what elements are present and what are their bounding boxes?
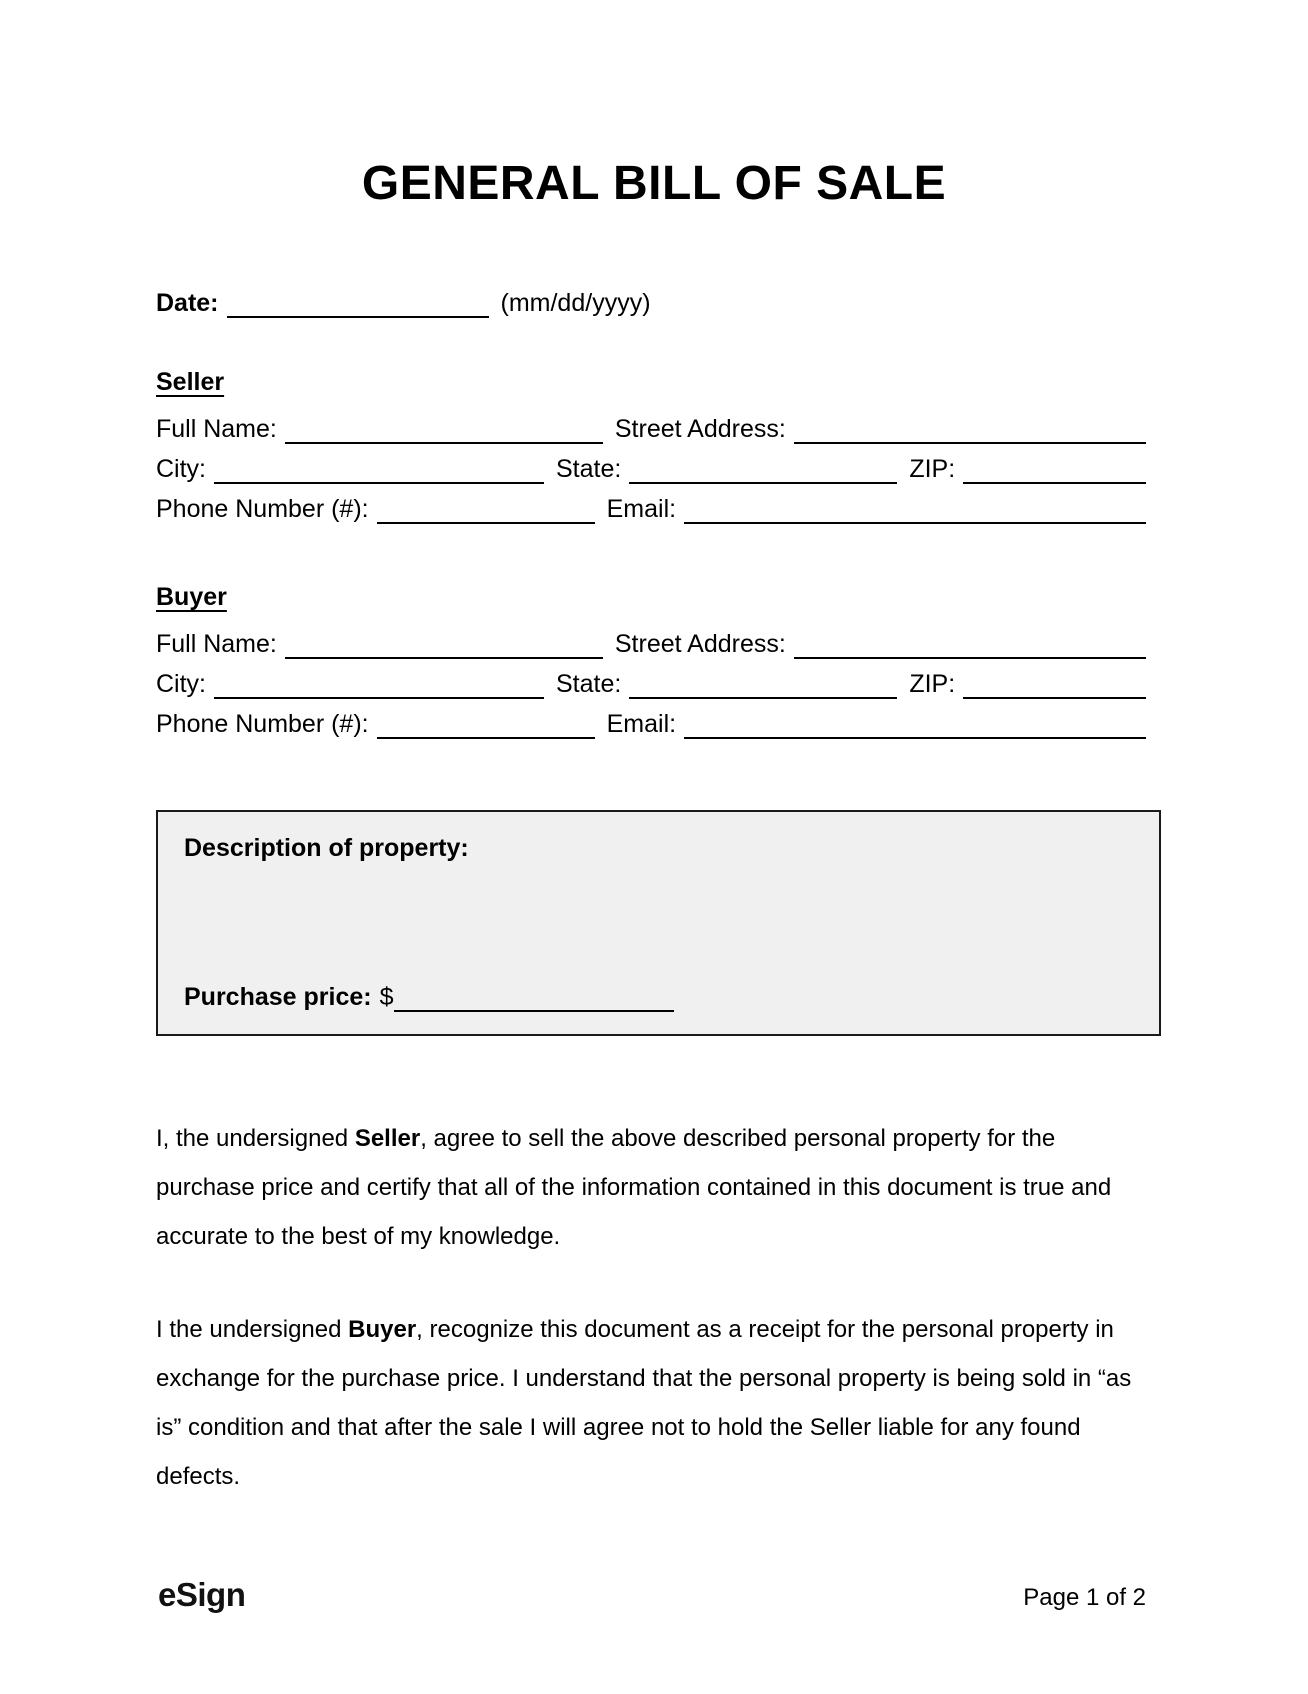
seller-state-label: State: [556,455,622,483]
buyer-state-label: State: [556,670,622,698]
seller-section-heading: Seller [156,368,225,396]
buyer-phone-line[interactable] [377,709,595,739]
seller-street-address-label: Street Address: [614,415,786,443]
seller-email-line[interactable] [684,494,1146,524]
buyer-city-line[interactable] [214,669,544,699]
date-label: Date: [156,289,219,317]
property-description-area[interactable] [184,872,1133,964]
buyer-city-label: City: [156,670,206,698]
currency-symbol: $ [379,983,394,1011]
page-indicator: Page 1 of 2 [1023,1584,1146,1611]
seller-phone-email-row [156,494,1146,524]
seller-phone-label: Phone Number (#): [156,495,369,523]
buyer-declaration-prefix: I the undersigned [156,1316,349,1343]
property-description-label: Description of property: [184,834,469,862]
seller-city-line[interactable] [214,454,544,484]
property-description-box [156,810,1161,1036]
seller-zip-line[interactable] [963,454,1146,484]
buyer-declaration-suffix: , recognize this document as a receipt for the personal property in exchange for the purchase price. I understand that the personal property is being sold in “as is” condition and that after the sale I will agree not to hold the Seller liable for any found defects. [156,1316,1132,1490]
seller-state-line[interactable] [629,454,897,484]
seller-city-label: City: [156,455,206,483]
buyer-email-line[interactable] [684,709,1146,739]
seller-declaration-bold-term: Seller [354,1125,421,1152]
seller-name-address-row [156,414,1146,444]
seller-email-label: Email: [606,495,677,523]
buyer-declaration-paragraph [156,1305,1148,1501]
buyer-full-name-line[interactable] [285,629,603,659]
date-row [156,288,1146,318]
page-title: GENERAL BILL OF SALE [361,157,947,210]
date-format-hint: (mm/dd/yyyy) [500,289,651,317]
buyer-street-address-label: Street Address: [614,630,786,658]
buyer-phone-label: Phone Number (#): [156,710,369,738]
buyer-name-address-row [156,629,1146,659]
buyer-zip-label: ZIP: [909,670,956,698]
buyer-state-line[interactable] [629,669,897,699]
buyer-email-label: Email: [606,710,677,738]
buyer-phone-email-row [156,709,1146,739]
seller-street-address-line[interactable] [794,414,1146,444]
seller-full-name-label: Full Name: [156,415,277,443]
seller-declaration-prefix: I, the undersigned [156,1125,355,1152]
seller-declaration-suffix: , agree to sell the above described personal property for the purchase price and certify that all of the information contained in this document is true and accurate to the best of my knowledge. [156,1125,1112,1250]
declarations-block [156,1114,1148,1501]
date-value-line[interactable] [227,288,489,318]
seller-declaration-paragraph [156,1114,1148,1261]
seller-city-state-zip-row [156,454,1146,484]
purchase-price-line[interactable] [394,982,674,1012]
buyer-zip-line[interactable] [963,669,1146,699]
buyer-street-address-line[interactable] [794,629,1146,659]
seller-zip-label: ZIP: [909,455,956,483]
buyer-city-state-zip-row [156,669,1146,699]
purchase-price-label: Purchase price: [184,983,372,1011]
buyer-section-heading: Buyer [156,583,227,611]
seller-phone-line[interactable] [377,494,595,524]
buyer-declaration-bold-term: Buyer [348,1316,417,1343]
seller-full-name-line[interactable] [285,414,603,444]
purchase-price-row [184,982,674,1012]
esign-brand-logo: eSign [158,1576,246,1613]
buyer-full-name-label: Full Name: [156,630,277,658]
